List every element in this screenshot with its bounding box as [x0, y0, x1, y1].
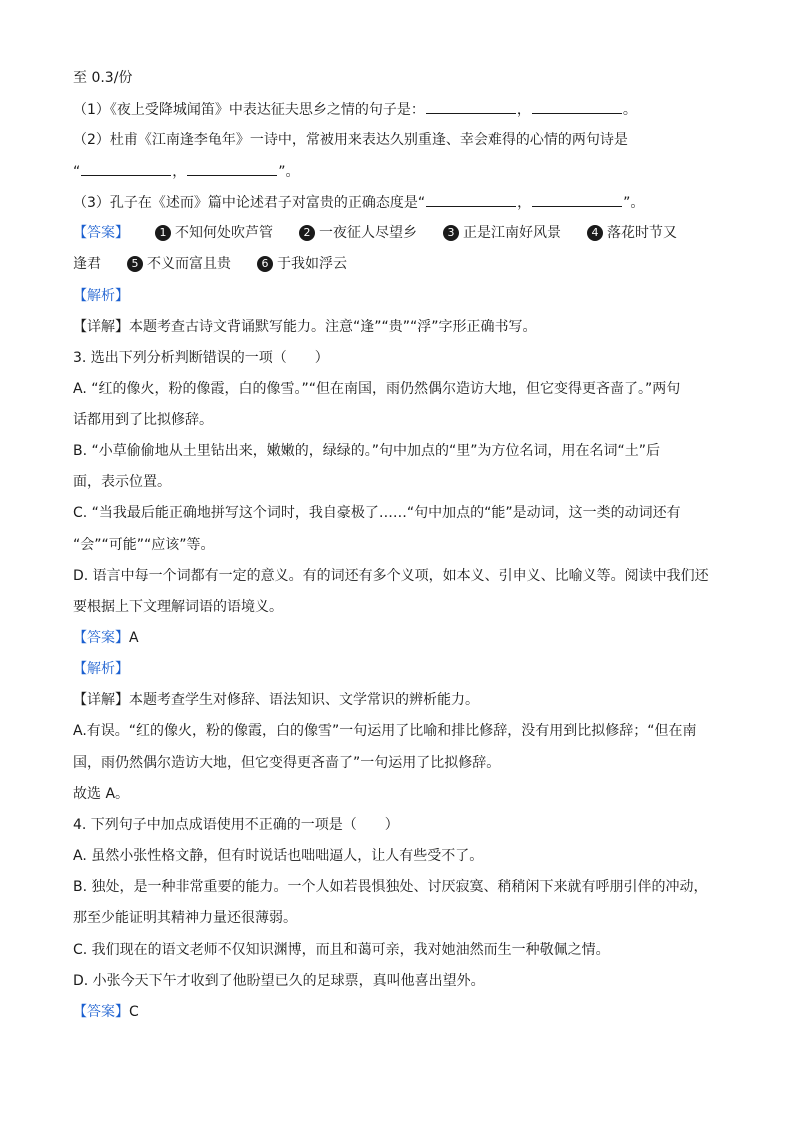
- text-line: [73, 68, 733, 88]
- option-a: A. 虽然小张性格文静，但有时说话也咄咄逼人，让人有些受不了。: [73, 848, 484, 864]
- option-d: D. 小张今天下午才收到了他盼望已久的足球票，真叫他喜出望外。: [73, 973, 485, 989]
- separator: ”。: [623, 195, 645, 211]
- option-b-cont: 那至少能证明其精神力量还很薄弱。: [73, 910, 297, 926]
- separator: ，: [517, 195, 532, 211]
- answer-item: 于我如浮云: [277, 256, 347, 272]
- option-a: A. “红的像火，粉的像霞，白的像雪。”“但在南国，雨仍然偶尔造访大地，但它变得更吝啬了。”两句: [73, 381, 681, 397]
- answer-line: [73, 628, 733, 648]
- circled-number: 2: [299, 225, 315, 241]
- option-b: B. “小草偷偷地从土里钻出来，嫩嫩的，绿绿的。”句中加点的“里”为方位名词，用在名词“土”后: [73, 443, 661, 459]
- answer-line-cont: [73, 254, 733, 274]
- separator: ”。: [278, 164, 300, 180]
- circled-number: 5: [127, 256, 143, 272]
- circled-number: 4: [587, 225, 603, 241]
- option-a-cont: 话都用到了比拟修辞。: [73, 412, 213, 428]
- answer-item: 不义而富且贵: [147, 256, 231, 272]
- explanation-line-cont: 国，雨仍然偶尔造访大地，但它变得更吝啬了”一句运用了比拟修辞。: [73, 755, 501, 771]
- option-c: C. 我们现在的语文老师不仅知识渊博，而且和蔼可亲，我对她油然而生一种敬佩之情。: [73, 942, 610, 958]
- line-text: 本题考查古诗文背诵默写能力。注意“逢”“贵”“浮”字形正确书写。: [129, 319, 537, 335]
- answer-item: 正是江南好风景: [463, 225, 561, 241]
- answer-line: [73, 223, 733, 243]
- separator: “: [73, 164, 81, 180]
- answer-tag: 【答案】: [73, 1004, 129, 1020]
- fill-blank: [426, 99, 516, 114]
- answer-value: A: [129, 630, 139, 646]
- separator: ，: [172, 164, 187, 180]
- answer-tag: 【答案】: [73, 225, 129, 241]
- question-2-blanks: [73, 161, 733, 182]
- line-text: （1）《夜上受降城闻笛》中表达征夫思乡之情的句子是：: [73, 102, 425, 118]
- question-stem: 4. 下列句子中加点成语使用不正确的一项是（ ）: [73, 817, 399, 833]
- option-d: D. 语言中每一个词都有一定的意义。有的词还有多个义项，如本义、引申义、比喻义等。阅读中我们还: [73, 568, 709, 584]
- analysis-tag: 【解析】: [73, 288, 129, 304]
- question-3-line: [73, 192, 733, 213]
- question-2-line: [73, 130, 733, 150]
- option-b-cont: 面，表示位置。: [73, 474, 171, 490]
- line-text: 本题考查学生对修辞、语法知识、文学常识的辨析能力。: [129, 692, 479, 708]
- answer-line: [73, 1002, 733, 1022]
- fill-blank: [81, 161, 171, 176]
- option-b: B. 独处，是一种非常重要的能力。一个人如若畏惧独处、讨厌寂寞、稍稍闲下来就有呼朋引伴的冲动，: [73, 879, 708, 895]
- line-text: （2）杜甫《江南逢李龟年》一诗中，常被用来表达久别重逢、幸会难得的心情的两句诗是: [73, 132, 628, 148]
- detail-line: [73, 317, 733, 337]
- line-text: 至 0.3/份: [73, 70, 133, 86]
- fill-blank: [532, 99, 622, 114]
- fill-blank: [532, 192, 622, 207]
- choose-line: 故选 A。: [73, 786, 130, 802]
- detail-tag: 【详解】: [73, 319, 129, 335]
- answer-item: 落花时节又: [607, 225, 677, 241]
- circled-number: 3: [443, 225, 459, 241]
- circled-number: 1: [155, 225, 171, 241]
- question-stem: 3. 选出下列分析判断错误的一项（ ）: [73, 350, 329, 366]
- fill-blank: [426, 192, 516, 207]
- option-c: C. “当我最后能正确地拼写这个词时，我自豪极了……“句中加点的“能”是动词，这一类的动词还有: [73, 505, 681, 521]
- answer-item: 逢君: [73, 256, 101, 272]
- line-text: （3）孔子在《述而》篇中论述君子对富贵的正确态度是“: [73, 195, 426, 211]
- circled-number: 6: [257, 256, 273, 272]
- fill-blank: [187, 161, 277, 176]
- option-c-cont: “会”“可能”“应该”等。: [73, 537, 215, 553]
- answer-item: 不知何处吹芦管: [175, 225, 273, 241]
- analysis-tag: 【解析】: [73, 661, 129, 677]
- explanation-line: A.有误。“红的像火，粉的像霞，白的像雪”一句运用了比喻和排比修辞，没有用到比拟修辞；“但在南: [73, 723, 697, 739]
- detail-tag: 【详解】: [73, 692, 129, 708]
- answer-item: 一夜征人尽望乡: [319, 225, 417, 241]
- answer-value: C: [129, 1004, 139, 1020]
- option-d-cont: 要根据上下文理解词语的语境义。: [73, 599, 283, 615]
- detail-line: [73, 690, 733, 710]
- answer-tag: 【答案】: [73, 630, 129, 646]
- separator: ，: [516, 102, 531, 118]
- separator: 。: [622, 102, 637, 118]
- question-1-line: [73, 99, 733, 120]
